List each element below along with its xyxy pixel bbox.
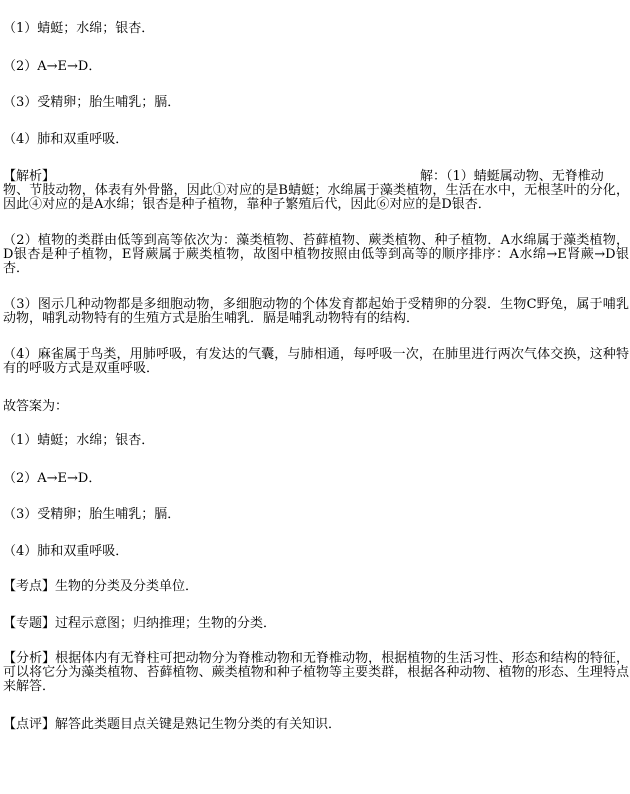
answer-top-3: （3）受精卵；胎生哺乳；膈． (3, 95, 181, 110)
kaodian-label: 【考点】 (3, 579, 56, 594)
zhuanti-text: 过程示意图；归纳推理；生物的分类． (55, 616, 277, 631)
analysis-p1-head: 解：（1）蜻蜓属动物、无脊椎动 (420, 169, 604, 184)
analysis-p3: （3）图示几种动物都是多细胞动物，多细胞动物的个体发育都起始于受精卵的分裂．生物C野兔，属于哺乳动物，哺乳动物特有的生殖方式是胎生哺乳．膈是哺乳动物特有的结构． (3, 297, 629, 326)
answer-bottom-3: （3）受精卵；胎生哺乳；膈． (3, 507, 181, 522)
fenxi-text: 根据体内有无脊柱可把动物分为脊椎动物和无脊椎动物，根据植物的生活习性、形态和结构的特征，可以将它分为藻类植物、苔藓植物、蕨类植物和种子植物等主要类群，根据各种动物、植物的形态、生理特点来解答． (3, 651, 629, 694)
dianping-label: 【点评】 (3, 717, 56, 732)
fenxi-label: 【分析】 (3, 651, 56, 666)
analysis-p4: （4）麻雀属于鸟类，用肺呼吸，有发达的气囊，与肺相通，每呼吸一次，在肺里进行两次气体交换，这种特有的呼吸方式是双重呼吸． (3, 347, 629, 376)
answer-bottom-4: （4）肺和双重呼吸． (3, 544, 129, 559)
analysis-p1-rest: 物、节肢动物，体表有外骨骼，因此①对应的是B蜻蜓；水绵属于藻类植物，生活在水中，无根茎叶的分化，因此④对应的是A水绵；银杏是种子植物，靠种子繁殖后代，因此⑥对应的是D银杏． (3, 183, 629, 212)
answer-top-4: （4）肺和双重呼吸． (3, 132, 129, 147)
answer-top-1: （1）蜻蜓；水绵；银杏． (3, 21, 155, 36)
answer-top-2: （2）A→E→D． (3, 59, 102, 74)
dianping-text: 解答此类题目点关键是熟记生物分类的有关知识． (55, 717, 342, 732)
fenxi-para (3, 652, 629, 694)
kaodian-row (3, 580, 198, 594)
kaodian-text: 生物的分类及分类单位． (55, 579, 199, 594)
zhuanti-row (3, 617, 276, 631)
analysis-p2: （2）植物的类群由低等到高等依次为：藻类植物、苔藓植物、蕨类植物、种子植物．A水绵属于藻类植物，D银杏是种子植物，E肾蕨属于蕨类植物，故图中植物按照由低等到高等的顺序排序：A水绵→E肾蕨→D银杏． (3, 233, 629, 276)
analysis-label: 【解析】 (3, 169, 56, 184)
answer-bottom-1: （1）蜻蜓；水绵；银杏． (3, 433, 155, 448)
answer-bottom-2: （2）A→E→D． (3, 471, 102, 486)
dianping-row (3, 718, 341, 732)
zhuanti-label: 【专题】 (3, 616, 56, 631)
answer-intro: 故答案为： (3, 399, 69, 414)
